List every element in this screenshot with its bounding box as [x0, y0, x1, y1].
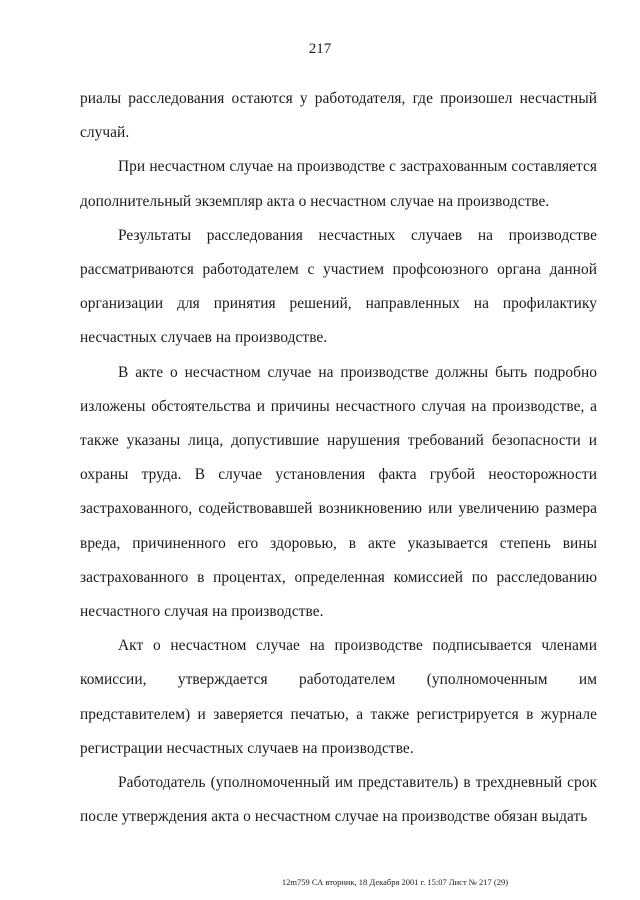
body-text	[80, 82, 597, 834]
paragraph-continuation: риалы расследования остаются у работодателя, где произошел несчастный случай.	[80, 90, 597, 142]
paragraph-employer-duty: Работодатель (уполномоченный им представитель) в трехдневный срок после утверждения акта о несчастном случае на производстве обязан выдать	[80, 774, 597, 826]
paragraph-act-contents: В акте о несчастном случае на производстве должны быть подробно изложены обстоятельства и причины несчастного случая на производстве, а также указаны лица, допустившие нарушения требований безопасности и охраны труда. В случае установления факта грубой неосторожности застрахованного, содействовавшей возникновению или увеличению размера вреда, причиненного его здоровью, в акте указывается степень вины застрахованного в процентах, определенная комиссией по расследованию несчастного случая на производстве.	[80, 363, 597, 621]
paragraph-insured-copy: При несчастном случае на производстве с застрахованным составляется дополнительный экземпляр акта о несчастном случае на производстве.	[80, 158, 597, 210]
paragraph-investigation-results: Результаты расследования несчастных случаев на производстве рассматриваются работодателем с участием профсоюзного органа данной организации для принятия решений, направленных на профилактику несчастных случаев на производстве.	[80, 226, 597, 347]
page-number: 217	[308, 41, 332, 57]
footer-print-info: 12m759 СА вторник, 18 Декабря 2001 г. 15:07 Лист № 217 (29)	[281, 877, 509, 887]
paragraph-act-signing: Акт о несчастном случае на производстве подписывается членами комиссии, утверждается работодателем (уполномоченным им представителем) и заверяется печатью, а также регистрируется в журнале регистрации несчастных случаев на производстве.	[80, 637, 597, 757]
